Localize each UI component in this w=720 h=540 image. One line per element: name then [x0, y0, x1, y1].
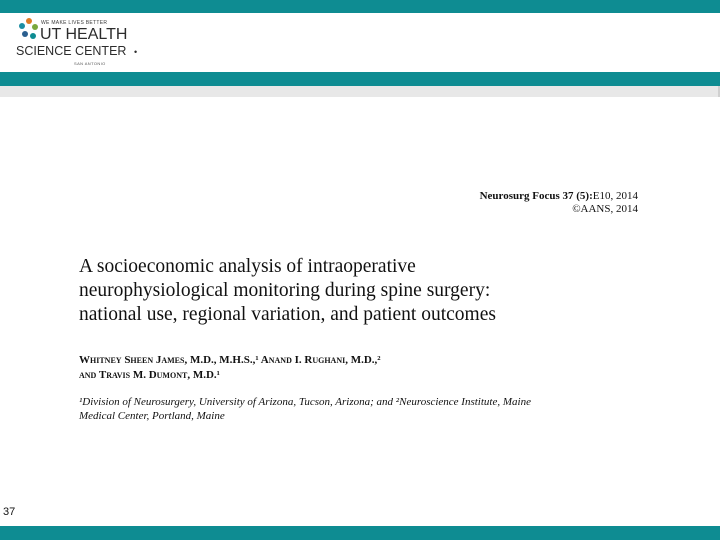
journal-name: Neurosurg Focus 37 (5):	[479, 190, 593, 202]
header-gray-band	[0, 86, 720, 97]
title-line-3: national use, regional variation, and patient outcomes	[79, 304, 496, 325]
logo-bullet: •	[134, 47, 138, 57]
article-title	[79, 255, 639, 327]
title-line-2: neurophysiological monitoring during spine surgery:	[79, 280, 491, 301]
logo-location: SAN ANTONIO	[74, 61, 106, 66]
title-line-1: A socioeconomic analysis of intraoperative	[79, 256, 416, 277]
copyright-notice: ©AANS, 2014	[572, 203, 638, 215]
logo-tagline: WE MAKE LIVES BETTER	[41, 20, 108, 26]
authors-line-2: and Travis M. Dumont, M.D.¹	[79, 369, 220, 381]
affiliation-line-1: ¹Division of Neurosurgery, University of Arizona, Tucson, Arizona; and ²Neuroscience Institute, Maine	[79, 396, 531, 408]
bottom-accent-bar	[0, 526, 720, 540]
slide-number: 37	[3, 506, 16, 518]
header-accent-bar	[0, 72, 720, 86]
citation-line1	[480, 190, 638, 203]
logo-dots-icon	[18, 18, 40, 40]
logo-name-line2: SCIENCE CENTER	[16, 44, 127, 58]
authors-line-1: Whitney Sheen James, M.D., M.H.S.,¹ Anand I. Rughani, M.D.,²	[79, 354, 381, 366]
journal-citation	[480, 190, 638, 216]
ut-health-logo	[16, 14, 176, 72]
logo-name-line1: UT HEALTH	[40, 26, 128, 43]
top-accent-bar	[0, 0, 720, 13]
affiliation-line-2: Medical Center, Portland, Maine	[79, 410, 225, 422]
issue-reference: E10, 2014	[592, 190, 638, 202]
author-list	[79, 353, 639, 383]
author-affiliations	[79, 395, 639, 423]
